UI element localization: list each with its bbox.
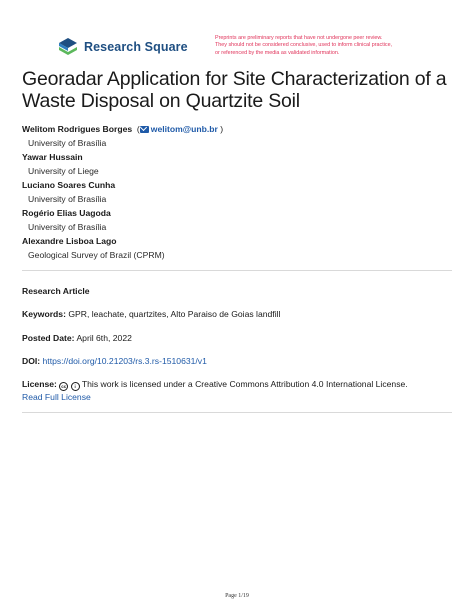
preprint-disclaimer <box>215 35 455 57</box>
author-affiliation: University of Brasília <box>28 222 107 232</box>
attribution-icon: i <box>71 382 80 391</box>
doi <box>22 355 452 368</box>
posted-date-label: Posted Date: <box>22 333 75 343</box>
disclaimer-line: or referenced by the media as validated information. <box>215 49 340 56</box>
author-name: Yawar Hussain <box>22 152 83 162</box>
author-affiliation: Geological Survey of Brazil (CPRM) <box>28 250 165 260</box>
author-email: ( welitom@unb.br ) <box>134 124 224 134</box>
author-entry <box>22 122 452 136</box>
article-type: Research Article <box>22 286 90 296</box>
doi-label: DOI: <box>22 356 41 366</box>
author-name: Rogério Elias Uagoda <box>22 208 111 218</box>
license-text: This work is licensed under a Creative Commons Attribution 4.0 International License. <box>81 379 408 389</box>
author-name: Welitom Rodrigues Borges <box>22 124 133 134</box>
author-name: Luciano Soares Cunha <box>22 180 116 190</box>
research-square-logo[interactable] <box>57 37 188 57</box>
envelope-icon <box>140 126 149 133</box>
keywords-label: Keywords: <box>22 309 66 319</box>
logo-mark-icon <box>57 37 79 57</box>
license <box>22 378 452 404</box>
author-list <box>22 122 452 262</box>
email-link[interactable]: welitom@unb.br <box>140 124 218 134</box>
license-label: License: <box>22 379 57 389</box>
posted-date-value: April 6th, 2022 <box>76 333 132 343</box>
doi-link[interactable]: https://doi.org/10.21203/rs.3.rs-1510631/v1 <box>42 356 207 366</box>
author-affiliation: University of Brasília <box>28 138 107 148</box>
paper-title: Georadar Application for Site Characterization of a Waste Disposal on Quartzite Soil <box>22 68 447 112</box>
disclaimer-line: They should not be considered conclusive, used to inform clinical practice, <box>215 42 393 49</box>
section-divider <box>22 412 452 413</box>
author-affiliation: University of Liege <box>28 166 99 176</box>
posted-date <box>22 332 452 345</box>
keywords <box>22 308 452 321</box>
page-number: Page 1/19 <box>225 593 249 599</box>
author-affiliation: University of Brasília <box>28 194 107 204</box>
read-full-license-link[interactable]: Read Full License <box>22 392 91 402</box>
keywords-value: GPR, leachate, quartzites, Alto Paraiso de Goias landfill <box>68 309 281 319</box>
cc-icon: cc <box>61 384 67 389</box>
disclaimer-line: Preprints are preliminary reports that have not undergone peer review. <box>215 35 383 41</box>
section-divider <box>22 270 452 271</box>
author-name: Alexandre Lisboa Lago <box>22 236 117 246</box>
brand-name: Research Square <box>84 40 188 54</box>
